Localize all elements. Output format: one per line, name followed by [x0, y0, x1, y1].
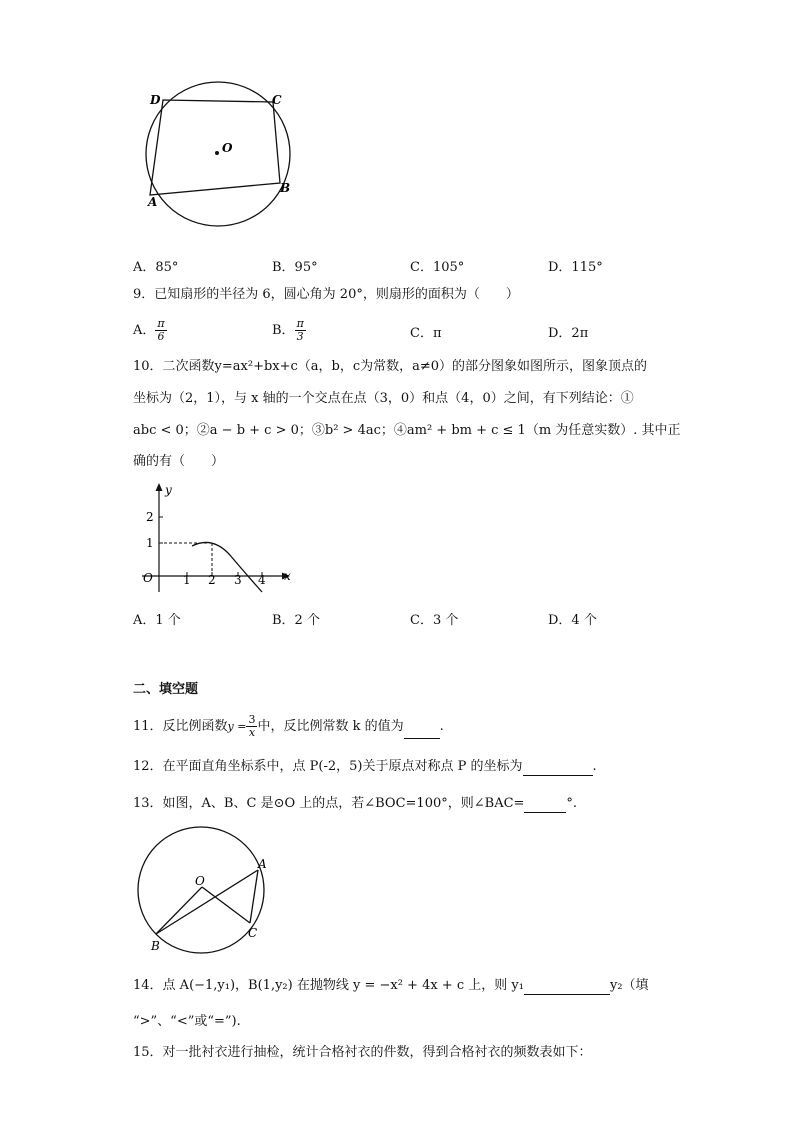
- q11-post: 中，反比例常数 k 的值为: [257, 719, 404, 734]
- q12-question: 12．在平面直角坐标系中，点 P(-2，5)关于原点对称点 P 的坐标为: [133, 759, 523, 774]
- q9-option-b[interactable]: [272, 318, 306, 343]
- y-tick-label-1: 1: [146, 536, 154, 550]
- q8-option-d[interactable]: D．115°: [548, 260, 603, 275]
- q10-line-3: abc < 0；②a − b + c > 0；③b² > 4ac；④am² + bm + c ≤ 1（m 为任意实数）. 其中正: [133, 423, 681, 438]
- segment-ob: [156, 887, 202, 934]
- q13-text: [133, 795, 577, 813]
- segment-ca: [250, 870, 258, 923]
- x-tick-label-2: 2: [208, 573, 216, 587]
- segment-ba: [156, 870, 258, 934]
- q11-y-eq: y =: [227, 720, 247, 733]
- origin-label: O: [143, 571, 153, 585]
- q11-end: .: [439, 719, 444, 734]
- parabola-curve: [192, 542, 262, 592]
- center-point: [215, 151, 219, 155]
- q11-text: [133, 714, 444, 739]
- segment-oc: [202, 887, 250, 923]
- q9-option-c[interactable]: C．π: [410, 326, 442, 341]
- label-c: C: [272, 93, 282, 107]
- figure-circle-quadrilateral: [130, 80, 310, 230]
- q10-option-d[interactable]: D．4 个: [548, 613, 597, 628]
- q12-text: [133, 758, 597, 776]
- q12-answer-blank[interactable]: [523, 761, 593, 776]
- q10-line-4: 确的有（ ）: [133, 454, 225, 469]
- q10-line-1: 10．二次函数y=ax²+bx+c（a，b，c为常数，a≠0）的部分图象如图所示，图象顶点的: [133, 359, 648, 374]
- q14-post: y₂（填: [609, 978, 649, 993]
- q11-numerator: 3: [248, 713, 256, 726]
- q10-option-a[interactable]: A．1 个: [133, 613, 181, 628]
- x-tick-label-3: 3: [234, 573, 242, 587]
- q10-option-b[interactable]: B．2 个: [272, 613, 320, 628]
- x-tick-label-4: 4: [258, 573, 266, 587]
- q9-b-prefix: B．: [272, 323, 295, 338]
- label-a-13: A: [258, 857, 267, 871]
- q8-option-a[interactable]: A．85°: [133, 260, 179, 275]
- q8-option-b[interactable]: B．95°: [272, 260, 318, 275]
- q9-b-numerator: π: [296, 317, 304, 330]
- q14-text: [133, 977, 649, 995]
- q13-end: °.: [566, 796, 578, 811]
- figure-circle-angles: [134, 826, 274, 958]
- q14-line-2: “>”、“<”或“=”).: [133, 1014, 241, 1029]
- label-b: B: [280, 181, 291, 195]
- label-d: D: [150, 93, 161, 107]
- q11-pre: 11．反比例函数: [133, 719, 228, 734]
- q9-b-denominator: 3: [296, 330, 304, 343]
- q9-b-fraction: [295, 318, 306, 343]
- y-axis-label: y: [165, 483, 172, 497]
- q9-a-denominator: 6: [157, 330, 165, 343]
- q12-end: .: [592, 759, 597, 774]
- label-a: A: [148, 195, 158, 209]
- label-o: O: [222, 141, 233, 155]
- q9-a-prefix: A．: [133, 323, 156, 338]
- q9-text: 9．已知扇形的半径为 6，圆心角为 20°，则扇形的面积为（ ）: [133, 287, 519, 302]
- q10-option-c[interactable]: C．3 个: [410, 613, 459, 628]
- q13-question: 13．如图，A、B、C 是⊙O 上的点，若∠BOC=100°，则∠BAC=: [133, 796, 525, 811]
- q11-fraction: [246, 714, 257, 739]
- q15-text: 15．对一批衬衣进行抽检，统计合格衬衣的件数，得到合格衬衣的频数表如下：: [133, 1045, 592, 1060]
- q13-answer-blank[interactable]: [524, 798, 566, 813]
- q11-answer-blank[interactable]: [404, 724, 440, 739]
- q14-answer-blank[interactable]: [524, 980, 610, 995]
- q9-option-d[interactable]: D．2π: [548, 326, 589, 341]
- label-o-13: O: [195, 874, 205, 888]
- q9-option-a[interactable]: [133, 318, 167, 343]
- figure-parabola-graph: [134, 480, 304, 596]
- q8-option-c[interactable]: C．105°: [410, 260, 465, 275]
- quadrilateral-abcd: [150, 100, 280, 195]
- x-axis-label: x: [284, 569, 291, 583]
- q9-a-fraction: [155, 318, 166, 343]
- section-title-fill-in: 二、填空题: [133, 682, 199, 697]
- q11-denominator: x: [248, 726, 256, 739]
- q10-line-2: 坐标为（2，1），与 x 轴的一个交点在点（3，0）和点（4，0）之间，有下列结论：①: [133, 391, 634, 406]
- y-axis-arrow: [156, 483, 163, 491]
- y-tick-label-2: 2: [146, 510, 154, 524]
- label-b-13: B: [151, 939, 160, 953]
- x-tick-label-1: 1: [183, 573, 191, 587]
- q9-a-numerator: π: [157, 317, 165, 330]
- label-c-13: C: [248, 926, 258, 940]
- q14-pre: 14．点 A(−1,y₁)，B(1,y₂) 在抛物线 y = −x² + 4x + c 上，则 y₁: [133, 978, 524, 993]
